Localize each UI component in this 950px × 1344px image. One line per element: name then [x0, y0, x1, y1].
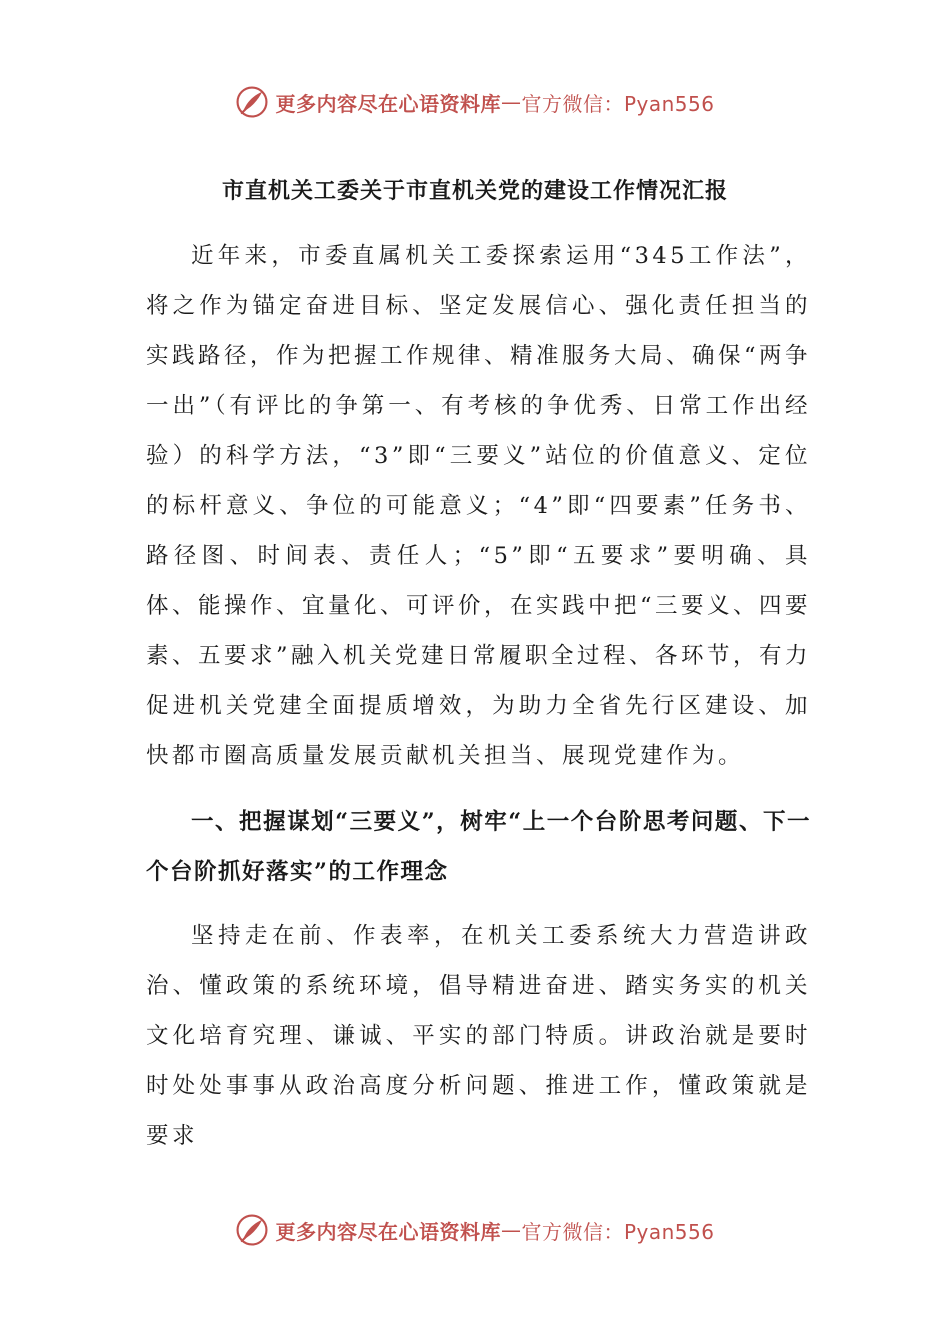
banner-wechat-text: 官方微信：Pyan556 [521, 1219, 715, 1244]
banner-separator: — [500, 1218, 522, 1242]
footer-watermark-banner [0, 1210, 950, 1250]
document-title: 市直机关工委关于市直机关党的建设工作情况汇报 [221, 178, 728, 204]
quill-logo-icon [235, 1213, 269, 1247]
section-1-paragraph: 坚持走在前、作表率，在机关工委系统大力营造讲政治、懂政策的系统环境，倡导精进奋进、踏实务实的机关文化培育究理、谦诚、平实的部门特质。讲政治就是要时时处处事事从政治高度分析问题、推进工作，懂政策就是要求 [146, 923, 811, 1149]
banner-brand-text: 更多内容尽在心语资料库 [275, 91, 501, 116]
banner-wechat-text: 官方微信：Pyan556 [521, 91, 715, 116]
banner-brand-text: 更多内容尽在心语资料库 [275, 1219, 501, 1244]
document-body [146, 231, 811, 1161]
intro-paragraph: 近年来，市委直属机关工委探索运用“345工作法”，将之作为锚定奋进目标、坚定发展信心、强化责任担当的实践路径，作为把握工作规律、精准服务大局、确保“两争一出”（有评比的争第一、有考核的争优秀、日常工作出经验）的科学方法，“3”即“三要义”站位的价值意义、定位的标杆意义、争位的可能意义；“4”即“四要素”任务书、路径图、时间表、责任人；“5”即“五要求”要明确、具体、能操作、宜量化、可评价，在实践中把“三要义、四要素、五要求”融入机关党建日常履职全过程、各环节，有力促进机关党建全面提质增效，为助力全省先行区建设、加快都市圈高质量发展贡献机关担当、展现党建作为。 [146, 243, 812, 769]
header-watermark-banner [0, 82, 950, 122]
quill-logo-icon [235, 85, 269, 119]
section-1-heading: 一、把握谋划“三要义”，树牢“上一个台阶思考问题、下一个台阶抓好落实”的工作理念 [146, 809, 811, 885]
banner-separator: — [500, 90, 522, 114]
